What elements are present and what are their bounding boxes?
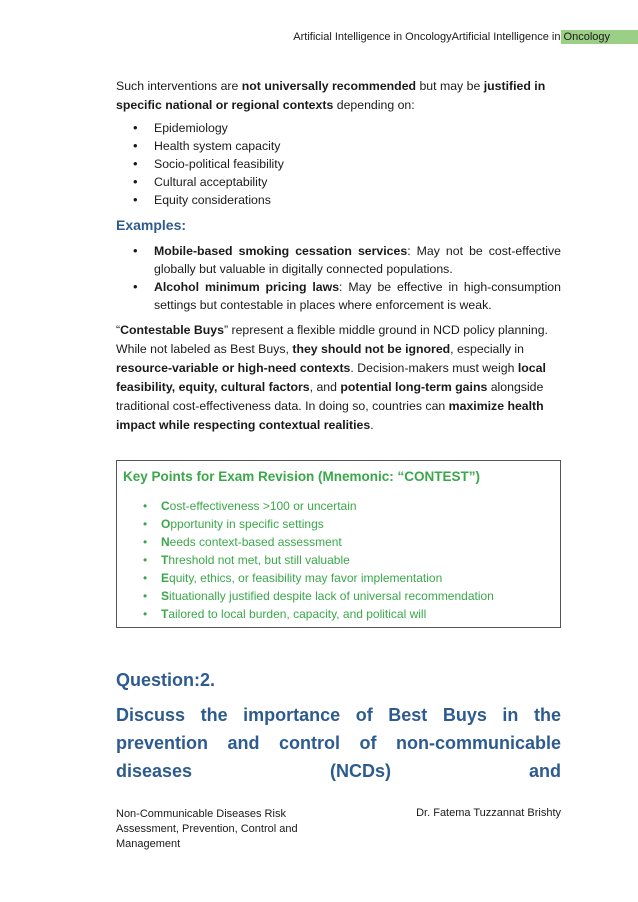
mnemonic-text: hreshold not met, but still valuable xyxy=(168,553,350,567)
list-item xyxy=(117,569,560,587)
bullet-icon: • xyxy=(133,120,138,135)
intro-bold-2: justified in specific national or regional contexts xyxy=(116,79,546,112)
list-item xyxy=(117,551,560,569)
list-item-text: Epidemiology xyxy=(154,121,228,135)
mnemonic-text: ituationally justified despite lack of universal recommendation xyxy=(169,589,494,603)
bullet-icon: • xyxy=(133,279,138,294)
summary-bold: Contestable Buys xyxy=(120,323,224,337)
summary-paragraph xyxy=(116,321,561,435)
mnemonic-letter: O xyxy=(161,517,171,531)
list-item xyxy=(117,587,560,605)
key-points-box xyxy=(116,460,561,628)
intro-section xyxy=(116,77,561,115)
list-item xyxy=(117,515,560,533)
footer-author: Dr. Fatema Tuzzannat Brishty xyxy=(416,807,561,819)
summary-bold: they should not be ignored xyxy=(292,342,451,356)
mnemonic-text: ost-effectiveness >100 or uncertain xyxy=(169,499,357,513)
mnemonic-text: eeds context-based assessment xyxy=(169,535,342,549)
examples-list-wrap xyxy=(116,242,561,314)
list-item xyxy=(116,191,561,209)
summary-bold: potential long-term gains xyxy=(340,380,488,394)
question-label: Question:2. xyxy=(116,670,216,690)
key-points-list xyxy=(117,497,560,623)
list-item-text: Socio-political feasibility xyxy=(154,157,284,171)
list-item-text: Health system capacity xyxy=(154,139,281,153)
example-text: : May be effective in high-consumption settings but contestable in places where enforcement is weak. xyxy=(154,280,561,312)
summary-text: . xyxy=(370,418,374,432)
mnemonic-letter: T xyxy=(161,607,169,621)
list-item xyxy=(116,155,561,173)
list-item xyxy=(116,278,561,314)
intro-paragraph xyxy=(116,77,561,115)
mnemonic-letter: N xyxy=(161,535,170,549)
summary-text: , and xyxy=(309,380,341,394)
bullet-icon: • xyxy=(133,192,138,207)
examples-list xyxy=(116,242,561,314)
intro-text-3: depending on: xyxy=(333,98,415,112)
intro-bold-1: not universally recommended xyxy=(241,79,417,93)
intro-text-2: but may be xyxy=(416,79,484,93)
bullet-icon: • xyxy=(143,517,148,531)
summary-text: . Decision-makers must weigh xyxy=(350,361,518,375)
intro-text-1: Such interventions are xyxy=(116,79,242,93)
bullet-icon: • xyxy=(133,138,138,153)
summary-bold: maximize health impact while respecting contextual realities xyxy=(116,399,544,432)
list-item-text: Cultural acceptability xyxy=(154,175,268,189)
summary-text: , especially in xyxy=(450,342,524,356)
summary-quote: “ xyxy=(116,323,121,337)
list-item xyxy=(116,137,561,155)
mnemonic-letter: E xyxy=(161,571,170,585)
factors-list xyxy=(116,119,561,209)
examples-heading: Examples: xyxy=(116,217,187,233)
question-text: Discuss the importance of Best Buys in the prevention and control of non-communicable diseases (NCDs) and xyxy=(116,705,561,781)
bullet-icon: • xyxy=(143,607,148,621)
summary-text: ” represent a flexible middle ground in NCD policy planning. While not labeled as Best Buys, xyxy=(116,323,548,356)
list-item xyxy=(116,242,561,278)
bullet-icon: • xyxy=(133,156,138,171)
bullet-icon: • xyxy=(143,553,148,567)
list-item xyxy=(116,119,561,137)
bullet-icon: • xyxy=(143,499,148,513)
mnemonic-letter: T xyxy=(161,553,169,567)
mnemonic-text: ailored to local burden, capacity, and political will xyxy=(168,607,427,621)
example-bold: Alcohol minimum pricing laws xyxy=(154,280,340,294)
factors-list-wrap xyxy=(116,119,561,209)
mnemonic-letter: C xyxy=(161,499,170,513)
summary-section xyxy=(116,321,561,435)
example-text: : May not be cost-effective globally but valuable in digitally connected populations. xyxy=(154,244,561,276)
bullet-icon: • xyxy=(143,535,148,549)
list-item xyxy=(117,605,560,623)
bullet-icon: • xyxy=(133,243,138,258)
examples-section xyxy=(116,217,561,233)
list-item xyxy=(116,173,561,191)
mnemonic-letter: S xyxy=(161,589,170,603)
mnemonic-text: quity, ethics, or feasibility may favor implementation xyxy=(169,571,443,585)
running-header: Artificial Intelligence in OncologyArtificial Intelligence in Oncology xyxy=(293,31,610,43)
example-bold: Mobile-based smoking cessation services xyxy=(154,244,408,258)
summary-bold: local feasibility, equity, cultural factors xyxy=(116,361,546,394)
mnemonic-text: pportunity in specific settings xyxy=(170,517,324,531)
footer-book-title: Non-Communicable Diseases Risk Assessment, Prevention, Control and Management xyxy=(116,808,298,850)
key-points-title: Key Points for Exam Revision (Mnemonic: “CONTEST”) xyxy=(123,469,481,484)
bullet-icon: • xyxy=(143,571,148,585)
list-item xyxy=(117,497,560,515)
bullet-icon: • xyxy=(143,589,148,603)
list-item-text: Equity considerations xyxy=(154,193,271,207)
summary-text: alongside traditional cost-effectiveness data. In doing so, countries can xyxy=(116,380,544,413)
bullet-icon: • xyxy=(133,174,138,189)
list-item xyxy=(117,533,560,551)
summary-bold: resource-variable or high-need contexts xyxy=(116,361,351,375)
